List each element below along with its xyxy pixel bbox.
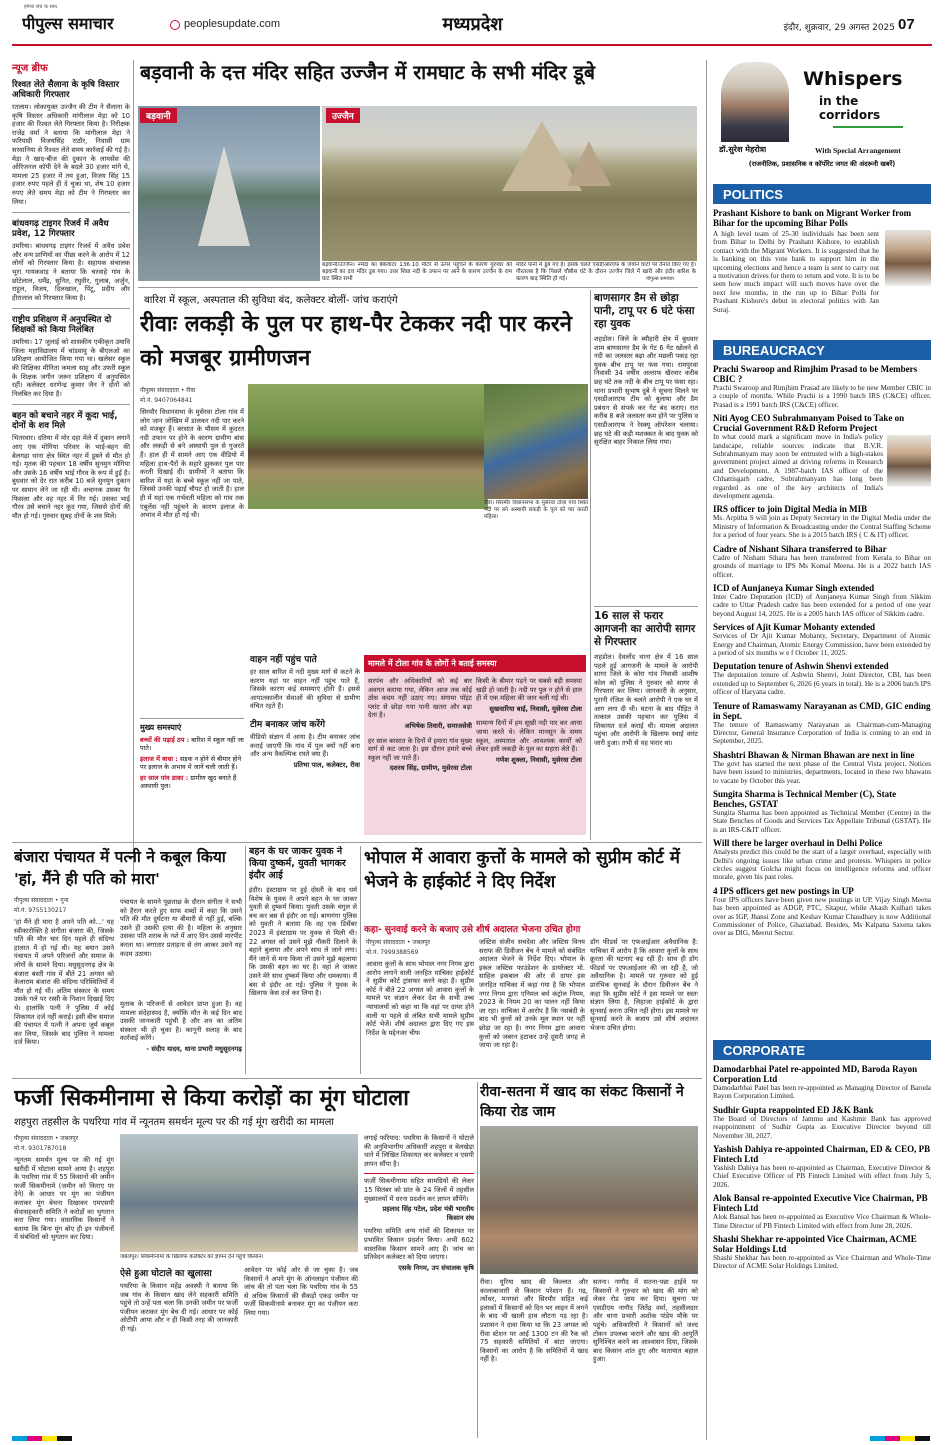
rewa-problems	[140, 718, 244, 833]
problem-item	[140, 774, 244, 790]
column-divider	[245, 846, 246, 1074]
whisper-title: IRS officer to join Digital Media in MIB	[713, 504, 868, 515]
quote-author: सुखवारिया बाई, निवासी, मुसेरवा टोला	[489, 704, 582, 713]
whisper-body: Shashi Shekhar has been re-appointed as Vice Chairman and Whole-Time Director of ACME Solar Holdings Limited.	[713, 1254, 931, 1271]
problem-key: बच्चों की पढ़ाई ठप :	[140, 736, 190, 744]
problem-item	[140, 736, 244, 752]
whisper-title: Services of Ajit Kumar Mohanty extended	[713, 622, 876, 633]
moong-body: न्यूनतम समर्थन मूल्य पर की गई मूंग खरीदी में घोटाला सामने आया है। शहपुरा के पथरिया गांव में 55 किसानों की जमीन फर्जी सिकमीनामे (जमीन को किराए पर देने) के आधार पर मूंग का पंजीयन कराकर मूंग बेचना दिखाकर एमएसपी सेवासहकारी समिति ने करोड़ों का भुगतान करा लिया गया। वास्तविक किसानों ने बताया कि बिना मूंग बोए ही इन पंजीयनों में संबंधितों को भुगतान कर दिया।	[14, 1156, 114, 1242]
flood-headline: बड़वानी के दत्त मंदिर सहित उज्जैन में रामघाट के सभी मंदिर डूबे	[140, 61, 595, 84]
whisper-body: Cadre of Nishant Sihara has been transferred from Kerala to Bihar on grounds of marriage to IPS Ms Komal Meena. He is a 2022 batch IAS officer.	[713, 553, 931, 579]
whisper-item	[713, 413, 931, 500]
problem-key: हर साल पांव डाका :	[140, 774, 189, 782]
box-title: ऐसे हुआ घोटाले का खुलासा	[120, 1269, 212, 1279]
moong-body: पथरिया समिति अन्य गांवों की शिकायत पर प्रभावित किसान प्रदर्शन किया। अभी 602 वास्तविक किसान सामने आए हैं। जांच का प्रतिवेदन कलेक्टर को दिया जाएगा।	[364, 1227, 474, 1262]
banjara-body: पंचायत के सामने पूछताछ के दौरान संगीता ने सभी को हैरान करते हुए साफ शब्दों में कहा कि उसने पति की मौत दुर्घटना या बीमारी से नहीं हुई, बल्कि उसने ही उसकी हत्या की है। महिला के अनुसार उसका पति शराब के नशे में आए दिन उससे मारपीट करता था। लगातार प्रताड़ना से तंग आकर उसने यह कदम उठाया।	[120, 898, 242, 958]
moong-byline: पीपुल्स संवाददाता • जबलपुर	[14, 1135, 79, 1142]
note-text: मुताक के परिजनों से आवेदन प्राप्त हुआ है। वह मामला संदेहास्पद है, क्योंकि मौत के कई दिन बाद उसकी जानकारी पहुंची है और शव का अंतिम संस्कार भी हो चुका है। कानूनी सलाह के बाद कार्रवाई करेंगे।	[120, 1000, 242, 1043]
sagar-body: शहडोल। देवलोंद थाना क्षेत्र में 16 साल पहले हुई आगजनी के मामले के आरोपी सागर जिले के कोरा गांव निवासी आशीष कोल को पुलिस ने गुरुवार को सागर से गिरफ्तार कर लिया। जानकारी के अनुसार, पुरानी रंजिश के चलते आरोपी ने एक घर में आग लगा दी थी। घटना के बाद पीड़ित ने तत्काल उसकी पहचान कर पुलिस में शिकायत दर्ज कराई थी। मामला अदालत पहुंचा और आरोपी के खिलाफ स्थाई वारंट जारी हुआ। तभी से वह फरार था।	[594, 653, 698, 747]
shahdol-headline: बाणसागर डैम से छोड़ा पानी, टापू पर 6 घंटे फंसा रहा युवक	[594, 292, 695, 330]
whisper-item	[713, 504, 931, 539]
whisper-body: Ms. Arpitha S will join as Deputy Secretary in the Digital Media under the Ministry of Information & Broadcasting under the Central Staffing Scheme for a period of four years. She is a 2015 batch IRS ( C & IT) officer.	[713, 514, 931, 540]
note-sign: - संदीप यादव, थाना प्रभारी मधुसूदनगढ़	[146, 1044, 242, 1053]
globe-icon	[170, 20, 180, 30]
whisper-item	[713, 622, 931, 657]
moong-col4	[364, 1134, 474, 1438]
brief-item	[12, 219, 130, 302]
column-divider	[477, 1082, 478, 1438]
bvr-photo	[887, 435, 931, 487]
brief-body: उमरिया। 17 जुलाई को शासकीय एकीकृत उमावि जिला महाविद्यालय में चांडवावु के बीएलओ का प्रशिक्षण आयोजित किया गया था। खलेसर स्कूल की शिक्षिका मीनिता कमला साहू और उफरी स्कूल के शिक्षक जगीन जरूर प्रशिक्षण में अनुपस्थित रहीं। कलेक्टर धरणेन्द्र कुमार जैन ने दोनों को निलंबित कर दिया है।	[12, 338, 130, 398]
whisper-title: Niti Ayog CEO Subrahmanyam Poised to Take on Crucial Government R&D Reform Project	[713, 413, 905, 434]
whisper-body: Inter Cadre Deputation (ICD) of Aunjaneya Kumar Singh from Sikkim cadre to Uttar Pradesh cadre has been extended for a period of one year beyond August 14, 2025. He is a 2005 batch IAS officer of Sikkim cadre.	[713, 592, 931, 618]
banjara-headline: बंजारा पंचायत में पत्नी ने कबूल किया 'हां, मैंने ही पति को मारा'	[14, 848, 226, 888]
rewa-phone: मो.नं. 9407064841	[140, 397, 193, 404]
moong-photo	[120, 1134, 358, 1252]
whisper-title: Tenure of Ramaswamy Narayanan as CMD, GIC ending in Sept.	[713, 700, 931, 721]
rewasatna-body: रीवा। यूरिया खाद की किल्लत और कालाबाजारी से किसान परेशान हैं। गढ़, त्योंथर, मनगवां और सिरमौर सहित कई इलाकों में किसानों को दिन भर लाइन में लगने के बाद भी खाली हाथ लौटना पड़ रहा है। प्रशासन ने दावा किया था कि 23 अगस्त को रीवा स्टेशन पर आई 1300 टन की रैक को 75 सहकारी समितियों में बांटा जाएगा। किसानों का आरोप है कि समितियों में खाद नहीं है।	[480, 1278, 588, 1364]
problem-key: इलाज में बाधा :	[140, 755, 178, 763]
column-divider	[590, 290, 591, 840]
dogs-body: आवारा कुत्तों के साथ भोपाल नगर निगम द्वारा आरोप लगाने वाली जनहित याचिका हाईकोर्ट ने सुप्रीम कोर्ट ट्रांसफर करने कहा है। सुप्रीम कोर्ट ने बीते 22 अगस्त को आवारा कुत्तों के मामले पर संज्ञान लेकर देश के सभी उच्च न्यायालयों को कहा था कि वहां पर दायर होने वाली या पहले से लंबित सभी मामले सुप्रीम कोर्ट भेजें। शीर्ष अदालत द्वारा दिए गए इस निर्देश के मद्देनजर चीफ	[366, 960, 474, 1037]
section-title: मध्यप्रदेश	[442, 14, 503, 35]
rewa-kicker: बारिश में स्कूल, अस्पताल की सुविधा बंद, कलेक्टर बोलीं- जांच कराएंगे	[144, 295, 398, 306]
logo-accent	[833, 126, 903, 128]
problem-value: ग्रामीण खुद बनाते हैं अस्थायी पुल।	[140, 774, 237, 790]
page-number: 07	[898, 16, 915, 33]
sister-story	[249, 846, 357, 1074]
flood-photo-barwani	[138, 106, 320, 281]
team-body: वीडियो संज्ञान में आया है। टीम बनाकर जांच कराई जाएगी कि गांव में पुल क्यों नहीं बना और अन्य वैकल्पिक रास्ते क्या हैं।	[250, 732, 360, 759]
team-sign: प्रतिभा पाल, कलेक्टर, रीवा	[293, 760, 360, 769]
rewa-photo-wide	[248, 384, 488, 509]
brief-item	[12, 80, 130, 206]
section-divider	[12, 1078, 702, 1079]
brief-title: बहन को बचाने नहर में कूदा भाई, दोनों के शव मिले	[12, 411, 118, 432]
whisper-item	[713, 364, 931, 409]
rewa-quotes	[364, 655, 586, 835]
politics-item	[713, 208, 931, 314]
column-divider	[133, 60, 134, 885]
temple-shape	[198, 146, 250, 246]
flood-photo-ujjain	[322, 106, 697, 261]
whisper-title: Deputation tenure of Ashwin Shenvi extended	[713, 661, 889, 672]
whisper-item	[713, 1144, 931, 1189]
banjara-phone: मो.नं. 9755130217	[14, 907, 67, 914]
whisper-title: Shashtri Bhawan & Nirman Bhawan are next in line	[713, 749, 915, 760]
quote-text: फर्जी सिकमीनामा सहित सामग्रियों की लेकर 15 सितंबर को प्रांत के 24 जिलों में तहसील मुख्यालयों में धरना प्रदर्शन कर ज्ञापन सौंपेंगे।	[364, 1177, 474, 1203]
banjara-byline: पीपुल्स संवाददाता • गुना	[14, 897, 69, 904]
sagar-story	[594, 610, 698, 840]
vehicle-title: वाहन नहीं पहुंच पाते	[250, 655, 317, 665]
banjara-note	[120, 1000, 242, 1070]
whisper-body: Analysts predict this could be the start of a larger overhaul, especially with Delhi's ongoing issues like urban crime and protests. Whispers in police circles suggest Golcha might focus on intelligence reforms and officer morale, given his past roles.	[713, 848, 931, 882]
vehicle-body: हर साल बारिश में नदी मुख्य मार्ग से कटने के कारण यहां पर वाहन नहीं पहुंच पाते हैं, जिसके कारण कई समस्याएं होती हैं। इससे आपातकालीन सेवाओं की सुविधा से ग्रामीण वंचित रहते हैं।	[250, 668, 360, 711]
dogs-body: डॉग फीडर्स पर एफआईआर अवैधानिक है: याचिका में आरोप है कि आवारा कुत्तों के साथ क्रूरता की घटनाएं बढ़ रही हैं। साथ ही डॉग फीडर्स पर एफआईआर की जा रही है, जो अवैधानिक है। मामले पर गुरुवार को हुई प्रारंभिक सुनवाई के दौरान डिवीजन बेंच ने कहा कि सुप्रीम कोर्ट ने इस मामले पर स्वतः संज्ञान लिया है, लिहाजा हाईकोर्ट के द्वारा सुनवाई करना उचित नहीं होगा। इस मामले पर सुनवाई करने के बजाय उसे शीर्ष अदालत भेजना उचित होगा।	[590, 938, 698, 1032]
whisper-item	[713, 701, 931, 746]
flood-caption: मंदिर पानी में डूब गए हैं। इसके चलते एसडीआरएफ के जवान घाटों पर तैनात किए गए हैं। गौरतलब है कि पिछले चौबीस घंटे के दौरान उज्जैन जिले में खारी और इंदौर बारिश के कारण बाढ़ स्थिति हो गई।	[516, 262, 696, 282]
brief-label: न्यूज ब्रीफ	[12, 63, 48, 74]
box-body: पथरिया के किसान महेंद्र अवस्थी ने बताया कि जब गांव के किसान खाद लेने सहकारी समिति पहुंचे तो उन्हें पता चला कि उनकी जमीन पर फर्जी पंजीयन कराकर मूंग बेच दी गई। आधार पर कोई ओटीपी आया और न ही किसी तरह की जानकारी दी गई।	[120, 1282, 238, 1333]
rewa-byline: पीपुल्स संवाददाता • रीवा	[140, 387, 196, 394]
bureaucracy-list	[713, 364, 931, 1034]
website[interactable]: peoplesupdate.com	[184, 18, 281, 30]
whisper-body: Yashish Dahiya has been re-appointed as Chairman, Executive Director & Chief Executive Officer of PB Fintech Limited with effect from July 5, 2026.	[713, 1164, 931, 1189]
column-divider	[360, 846, 361, 1074]
brief-body: रतलाम। लोकायुक्त उज्जैन की टीम ने सैलाना के कृषि विस्तार अधिकारी मांगीलाल मेड़ा को 10 हजार की रिश्वत लेते गिरफ्तार किया है। निरीक्षक राजेंद्र वर्मा ने बताया कि मांगीलाल मेड़ा ने फरियादी विजयसिंह राठौर, निवासी ग्राम सरवानिया से रिश्वत लेते समय कार्रवाई की गई है। मेड़ा ने खाद-बीज की दुकान के लायसेंस की ओरिजनल कॉपी देने के बदले 30 हजार मांगे थे, मामला 25 हजार में तय हुआ, विजय सिंह 15 हजार रुपए पहले ही दे चुका था, शेष 10 हजार रुपए लेते समय मेड़ा को टीम ने गिरफ्तार कर लिया।	[12, 103, 130, 206]
tag-ujjain: उज्जैन	[326, 108, 360, 123]
brief-title: रिश्वत लेते सैलाना के कृषि विस्तार अधिकारी गिरफ्तार	[12, 80, 119, 100]
dogs-byline: पीपुल्स संवाददाता • जबलपुर	[366, 939, 431, 946]
whisper-body: Prachi Swaroop and Rimjhim Prasad are likely to be new Member CBIC in a couple of months. While Prachi is a 1990 batch IRS (C&CE) officer, Prasad is a 1991 batch IRS (C&CE) officer.	[713, 384, 931, 409]
rewa-photo-woman	[484, 384, 588, 499]
politics-label: POLITICS	[713, 184, 931, 204]
whisper-item	[713, 789, 931, 834]
quote-author: गणेश शुक्ला, निवासी, मुसेरवा टोला	[496, 755, 582, 764]
whisper-body: Sungita Sharma has been appointed as Technical Member (Centre) in the State Benches of Goods and Services Tax Appellate Tribunal (GSTAT). He is an IRS-C&IT officer.	[713, 809, 931, 834]
whisper-body: Damodarbhai Patel has been re-appointed as Managing Director of Baroda Rayon Corporation Limited.	[713, 1084, 931, 1101]
moong-sign: एसके निगम, उप संचालक कृषि	[398, 1263, 474, 1272]
brand-tagline: हमेशा सच के साथ	[24, 4, 58, 10]
dogs-body: जस्टिस संजीव सचदेवा और जस्टिस विनय सराफ की डिवीजन बेंच ने मामले को संबंधित अदालत भेजने के निर्देश दिए। भोपाल के इकल जस्टिस फाउंडेशन के डायरेक्टर मो. साहिल इकबाल की ओर से दायर इस जनहित याचिका में कहा गया है कि भोपाल नगर निगम द्वारा एनिमल बर्थ कंट्रोल नियम, 2023 के नियम 20 का पालन नहीं किया जा रहा। याचिका में आरोप है कि नसबंदी के बाद भी कुत्तों को उनके मूल स्थान पर नहीं छोड़ा जा रहा है। नगर निगम द्वारा आवारा कुत्तों को जबरन हटाकर उन्हें दूसरी जगह ले जाया जा रहा है।	[479, 938, 585, 1050]
whisper-item	[713, 1064, 931, 1101]
moong-phone: मो.नं. 9301787018	[14, 1145, 67, 1152]
quote-text: हर साल बरसात के दिनों में हमारा गांव मुख्य मार्ग से कट जाता है। इस दौरान हमारे बच्चे स्कूल नहीं जा पाते हैं।	[368, 736, 472, 762]
quote-text: सरपंच और अधिकारियों को कई बार अवगत कराया गया, लेकिन आज तक कोई ठोस कदम नहीं उठाए गए। संगामा पॉइंट प्लांट से छोड़ा गया पानी खतरा और बढ़ा देता है।	[368, 677, 472, 720]
quotes-title: मामले में टोला गांव के लोगों ने बताई समस्या	[364, 655, 586, 672]
whisper-body: The tenure of Ramaswamy Narayanan as Chairman-cum-Managing Director, General Insurance Corporation of India is coming to an end in September, 2025.	[713, 720, 931, 746]
problem-value: सड़क न होने से बीमार होने पर इलाज के अभाव में जानें चली जाती हैं।	[140, 755, 242, 771]
quote-text: सामान्य दिनों में हम सूखी नदी पार कर आया जाया करते थे। लेकिन मानसून के समय स्कूल, अस्पताल और आवश्यक कार्यों को लेकर इसी लकड़ी के पुल का सहारा लेते हैं।	[476, 719, 582, 754]
rewa-headline: रीवाः लकड़ी के पुल पर हाथ-पैर टेककर नदी पार करने को मजबूर ग्रामीणजन	[140, 312, 572, 371]
temple-shape	[567, 141, 611, 186]
brief-item	[12, 411, 130, 520]
tag-barwani: बड़वानी	[140, 108, 177, 123]
moong-quote	[364, 1173, 474, 1222]
author-photo	[721, 62, 789, 142]
logo-line2: in the corridors	[819, 94, 881, 122]
problem-item	[140, 755, 244, 771]
whisper-item	[713, 583, 931, 618]
quote-author: अभिषेक तिवारी, समाजसेवी	[404, 721, 472, 730]
whisper-body: Four IPS officers have been given new postings in UP. Vijay Singh Meena has been appointed as ADGP, PTC, Sitapur, while Akash Kulhari takes over as IGP, Jhansi Zone and Keshav Kumar Chaudhary is now Additional Commissioner of Police, Ghaziabad. Besides, Ms Kalpana Saxena takes over as DIG, Meerut Sector.	[713, 895, 931, 938]
whisper-item	[713, 544, 931, 579]
whisper-title: Prashant Kishore to bank on Migrant Worker from Bihar for the upcoming Bihar Polls	[713, 208, 912, 228]
moong-photo-caption: जबलपुर। सिकमीनामा के खिलाफ कलेक्टर को ज्ञापन देने पहुंचे किसान।	[120, 1254, 264, 1260]
flood-caption: बड़वानी/उज्जैन। नर्मदा का बैकवाटर 136.10 मीटर से ऊपर पहुंचने के कारण गुरुवार को बड़वानी का दत्त मंदिर डूब गया। उधर शिप्रा नदी के उफान पर आने के कारण उज्जैन के राम घाट स्थित सभी	[322, 262, 512, 282]
dogs-subhead: कहा- सुनवाई करने के बजाए उसे शीर्ष अदालत भेजना उचित होगा	[364, 925, 581, 935]
rewa-photo-caption: रीवा। सिरमौर विधानसभा के मुसेरवा टोला गांव स्थित नदी पर बने अस्थायी लकड़ी के पुल को पार करती महिला।	[484, 500, 588, 520]
sister-body: इंदौर। इंस्टाग्राम पर हुई दोस्ती के बाद धर्म विशेष के युवक ने अपने बहन के घर जाकर युवती से दुष्कर्म किया। युवती उसके चंगुल से बच कर बस से इंदौर आ गई। बाणगंगा पुलिस को युवती ने बताया कि वह एक डिसेंबर 2023 में इंस्टाग्राम पर युवक से मिली थी। 22 अगस्त को उसने मुझे नौकरी दिलाने के बहाने बुलाया और अपने साथ ले जाने लगा। मैंने जाने से मना किया तो उसने मुझे बहलाया कि उसकी बहन का घर है। वहां ले जाकर उसने मेरे साथ दुष्कर्म किया और धमकाया। मैं बस से इंदौर आ गई। पुलिस ने युवक के खिलाफ केस दर्ज कर लिया है।	[249, 886, 357, 998]
quote-author: दशरथ सिंह, ग्रामीण, मुसेरवा टोला	[389, 764, 472, 773]
story-divider	[594, 606, 698, 607]
whisper-item	[713, 886, 931, 938]
section-divider	[138, 287, 698, 288]
whisper-title: 4 IPS officers get new postings in UP	[713, 885, 854, 896]
whisper-body: The deputation tenure of Ashwin Shenvi, Joint Director, CBI, has been extended up to September 6, 2026 (6 years in total). He is a 2006 batch IPS officer of Haryana cadre.	[713, 671, 931, 697]
whisper-body: The govt has started the next phase of the Central Vista project. Notices have been issued to ministries, departments, located in these two bhawans to vacate by October this year.	[713, 759, 931, 785]
whispers-tagline: (राजनीतिक, प्रशासनिक व कॉर्पोरेट जगत की अंदरूनी खबरें)	[748, 160, 896, 168]
author-note: With Special Arrangement	[815, 146, 901, 155]
whispers-column	[706, 60, 934, 1440]
rewasatna-photo	[480, 1126, 698, 1274]
whisper-title: Yashish Dahiya re-appointed Chairman, ED & CEO, PB Fintech Ltd	[713, 1144, 931, 1165]
whisper-title: Prachi Swaroop and Rimjhim Prasad to be Members CBIC ?	[713, 364, 918, 384]
whisper-body: Alok Bansal has been re-appointed as Executive Vice Chairman & Whole-Time Director of PB Fintech Limited with effect from June 28, 2026.	[713, 1213, 931, 1230]
whisper-body: A high level team of 25-30 individuals has been sent from Bihar to Delhi by Prashant Kishore, to establish contact with the Migrant Workers. It is suggested that he is banking on this vote bank to support him in the upcoming elections and hence a team is sent to carry out a motivation drives for them to return and vote. It is to be seen how much impact will such moves have over the next few months, in the run up to Bihar Polls for Prashant Kishore's debut in electoral politics with Jan Suraj.	[713, 230, 879, 314]
date: इंदौर, शुक्रवार, 29 अगस्त 2025	[783, 23, 895, 33]
shahdol-body: शहडोल। जिले के ब्यौहारी क्षेत्र में बुधवार शाम बाणसागर डैम के गेट 6 गेट खोलने से नदी का जलस्तर बढ़ा और मछली पकड़ रहा युवक बीच टापू पर फंस गया। रामपुरवा निवासी 34 वर्षीय अल्ताफ खैरवार करीब छह घंटे तक नदी के बीच टापू पर फंसा रहा। थाना प्रभारी सुभाष दुबे ने सूचना मिलने पर एसडीआरएफ टीम को बुलाया और डैम प्रबंधन से संपर्क कर गेट बंद कराए। रात करीब 8 बजे जलस्तर कम होने पर पुलिस व एसडीआरएफ ने रेस्क्यू ऑपरेशन चलाया। छह घंटे की कड़ी मशक्कत के बाद युवक को सुरक्षित बाहर निकाल लिया गया।	[594, 335, 698, 447]
banjara-body: 'हां मैंने ही मारा है अपने पति को...' यह स्वीकारोक्ति है संगीता बंजारा की, जिसके पति की मौत चार दिन पहले ही संदिग्ध हालात में हो गई थी। यह बयान उसने पंचायत में अपने परिजनों और समाज के लोगों के सामने दिया। मधुसूदनगढ़ क्षेत्र के बंजारा बस्ती गांव में बीते 21 अगस्त को केलाराम बंजारा की संदिग्ध परिस्थितियों में मौत हो गई थी। अंतिम संस्कार के समय उसके गले पर रस्सी के निशान दिखाई दिए थे। हालांकि पत्नी ने पुलिस में कोई शिकायत दर्ज नहीं कराई। इसी बीच समाज की पंचायत में पत्नी ने अपना जुर्म कबूल कर लिया, जिसके बाद पुलिस ने मामला दर्ज किया।	[14, 918, 114, 1047]
news-brief	[12, 60, 130, 885]
section-divider	[12, 842, 702, 843]
whisper-item	[713, 838, 931, 882]
registration-mark	[870, 1436, 930, 1441]
whispers-logo	[803, 68, 921, 136]
flood-credit: पीपुल्स समाचार	[646, 276, 675, 282]
rewa-vehicle	[250, 652, 360, 832]
masthead-divider	[12, 44, 932, 46]
whisper-title: Sudhir Gupta reappointed ED J&K Bank	[713, 1104, 874, 1115]
problems-title: मुख्य समस्याएं	[140, 723, 182, 732]
brand-logo: पीपुल्स समाचार	[22, 14, 114, 33]
brief-title: राष्ट्रीय प्रशिक्षण में अनुपस्थित दो शिक्षकों को किया निलंबित	[12, 315, 112, 336]
whisper-title: Will there be larger overhaul in Delhi Police	[713, 838, 883, 849]
corporate-label: CORPORATE	[713, 1040, 931, 1060]
pk-photo	[885, 230, 931, 286]
rewasatna-body: सतना। नागौद में सतना-पन्ना हाईवे पर किसानों ने गुरुवार को खाद की मांग को लेकर रोड जाम कर दिया। सूचना पर एसडीएम नागौद जितेंद्र वर्मा, तहसीलदार और थाना प्रभारी अशोक पांडेय मौके पर पहुंचे। अधिकारियों ने किसानों को जल्द टोकन उपलब्ध कराने और खाद की आपूर्ति सुनिश्चित करने का आश्वासन दिया, जिसके बाद किसान शांत हुए और यातायात बहाल हुआ।	[593, 1278, 698, 1364]
bureaucracy-label: BUREAUCRACY	[713, 340, 931, 360]
quote-author: प्रहलाद सिंह पटेल, प्रदेश मंत्री भारतीय किसान संघ	[382, 1205, 474, 1222]
whisper-title: Damodarbhai Patel re-appointed MD, Baroda Rayon Corporation Ltd	[713, 1064, 918, 1084]
sister-headline: बहन के घर जाकर युवक ने किया दुष्कर्म, युवती भागकर इंदौर आई	[249, 846, 346, 881]
dogs-headline: भोपाल में आवारा कुत्तों के मामले को सुप्रीम कोर्ट में भेजने के हाईकोर्ट ने दिए निर्देश	[364, 848, 680, 892]
quote-text: किसी के बीमार पड़ने पर सबसे बड़ी समस्या खड़ी हो जाती है। नदी पर पुल न होने से हाल ही में एक महिला की जान चली गई थी।	[476, 677, 582, 703]
dogs-phone: मो.नं. 7999388569	[366, 949, 419, 956]
whisper-title: Alok Bansal re-appointed Executive Vice Chairman, PB Fintech Ltd	[713, 1193, 928, 1214]
whisper-body: In what could mark a significant move in India's policy landscape, reliable sources indicate that B.V.R. Subrahmanyam may soon be entrusted with a high-stakes government project aimed at driving reforms in Research and Development. A 1987-batch IAS officer of the Chhattisgarh cadre, Subrahmanyam has long been regarded as one of the key architects of India's development agenda.	[713, 433, 883, 501]
brief-title: बांधवगढ़ टाइगर रिजर्व में अवैध प्रवेश, 12 गिरफ्तार	[12, 219, 109, 240]
quote-col-right	[476, 677, 582, 764]
whisper-body: Services of Dr Ajit Kumar Mohanty, Secretary, Department of Atomic Energy and Chairman, Atomic Energy Commission, have been extended by a period of six months w e f October 11, 2025.	[713, 632, 931, 657]
moong-subhead: शहपुरा तहसील के पथरिया गांव में न्यूनतम समर्थन मूल्य पर की गई मूंग खरीदी का मामला	[14, 1117, 335, 1128]
corporate-list	[713, 1064, 931, 1436]
rewasatna-headline: रीवा-सतना में खाद का संकट किसानों ने किया रोड जाम	[480, 1084, 684, 1120]
masthead	[0, 0, 945, 56]
whisper-title: Sungita Sharma is Technical Member (C), State Benches, GSTAT	[713, 789, 897, 809]
author-name: डॉ.सुरेश मेहरोत्रा	[719, 145, 767, 154]
whisper-item	[713, 1234, 931, 1271]
whisper-title: Cadre of Nishant Sihara transferred to Bihar	[713, 543, 887, 554]
moong-headline: फर्जी सिकमीनामा से किया करोड़ों का मूंग घोटाला	[14, 1086, 409, 1111]
whisper-item	[713, 750, 931, 785]
whisper-item	[713, 1105, 931, 1140]
rewa-body: सिरमौर विधानसभा के मुसेरवा टोला गांव में लोग जान जोखिम में डालकर नदी पार करने को मजबूर हैं। बरसात के मौसम में कुदरत नदी उफान पर होने के कारण ग्रामीण बांस और लकड़ी से बने अस्थायी पुल से गुजरते हैं। हाल ही में सामने आए एक वीडियो में महिला हाथ-पैरों के सहारे झुककर पुल पार करती दिखाई दी। ग्रामीणों ने बताया कि बारिश में यहां के बच्चे स्कूल नहीं जा पाते, जिससे उनकी पढ़ाई चौपट हो जाती है। हाल ही में यहां एक गर्भवती महिला को गांव तक एंबुलेंस नहीं पहुंचने के कारण इलाज के अभाव में मौत हो गई थी।	[140, 408, 244, 520]
moong-body: लगाई फरियाद: पथरिया के किसानों ने घोटाले की अनुविभागीय अधिकारी शहपुरा व बेलखेड़ा थाने में लिखित शिकायत कर कलेक्टर व एसपी ज्ञापन सौंपा है।	[364, 1134, 474, 1168]
shahdol-story	[594, 292, 698, 602]
sagar-headline: 16 साल से फरार आगजनी का आरोपी सागर से गिरफ्तार	[594, 610, 696, 648]
team-title: टीम बनाकर जांच करेंगे	[250, 719, 326, 730]
moong-box	[120, 1266, 238, 1438]
quote-col-left	[368, 677, 472, 773]
problem-value: बारिश में स्कूल नहीं जा पाते।	[140, 736, 244, 752]
whisper-item	[713, 1193, 931, 1230]
whisper-body: The Board of Directors of Jammu and Kashmir Bank has approved reappointment of Sudhir Gupta as Executive Director beyond till November 30, 2027.	[713, 1114, 931, 1140]
whisper-item	[713, 661, 931, 696]
whisper-title: Shashi Shekhar re-appointed Vice Chairman, ACME Solar Holdings Ltd	[713, 1234, 917, 1255]
brief-item	[12, 315, 130, 398]
whisper-title: ICD of Aunjaneya Kumar Singh extended	[713, 582, 875, 593]
brief-body: भितरवार। दतिया में मोर दहा मेले में दुकान लगाने आए एक मोगिया परिवार के भाई-बहन की बेलगढ़ा थाना क्षेत्र स्थित नहर में डूबने से मौत हो गई। मृतक की पहचान 18 वर्षीय सुनमुन मोगिया और उसके 16 वर्षीय भाई गौरव के रूप में हुई है। बुधवार को देर रात करीब 10 बजे सुनमुन दुकान पर सामान लेने जा रही थी। अचानक उसका पैर फिसला और वह नहर में गिर गई। उसका भाई गौरव उसे बचाने नहर कूद गया, जिससे दोनों की मौत हो गई। गुरुवार सुबह दोनों के शव मिले।	[12, 434, 130, 520]
logo-line1: Whispers	[803, 68, 903, 90]
brief-body: उमरिया। बांधवगढ़ टाइगर रिजर्व में अवैध प्रवेश और वन्य प्राणियों का पीछा करने के आरोप में 12 लोगों को गिरफ्तार किया है। सहायक संचालक भूरा गायकवाड़ ने बताया कि चरवाहे गांव के छोटेलाल, धर्मेंद्र, सुनित, रघुवीर, गुलाब, अर्जुन, राहुल, विजय, दिलखाल, पिंटू, प्रदीप और हीरालाल को गिरफ्तार किया है।	[12, 242, 130, 302]
registration-mark	[12, 1436, 72, 1441]
moong-body: आवेदन पर कोई ओर से जा चुका है। जब किसानों ने अपने मूंग के ऑनलाइन पंजीयन की जांच की तो पता चला कि पथरिया गांव के 55 से अधिक किसानों की सैकड़ों एकड़ जमीन पर फर्जी सिकमीनामे बनाकर मूंग का पंजीयन करा लिया गया।	[244, 1266, 358, 1317]
